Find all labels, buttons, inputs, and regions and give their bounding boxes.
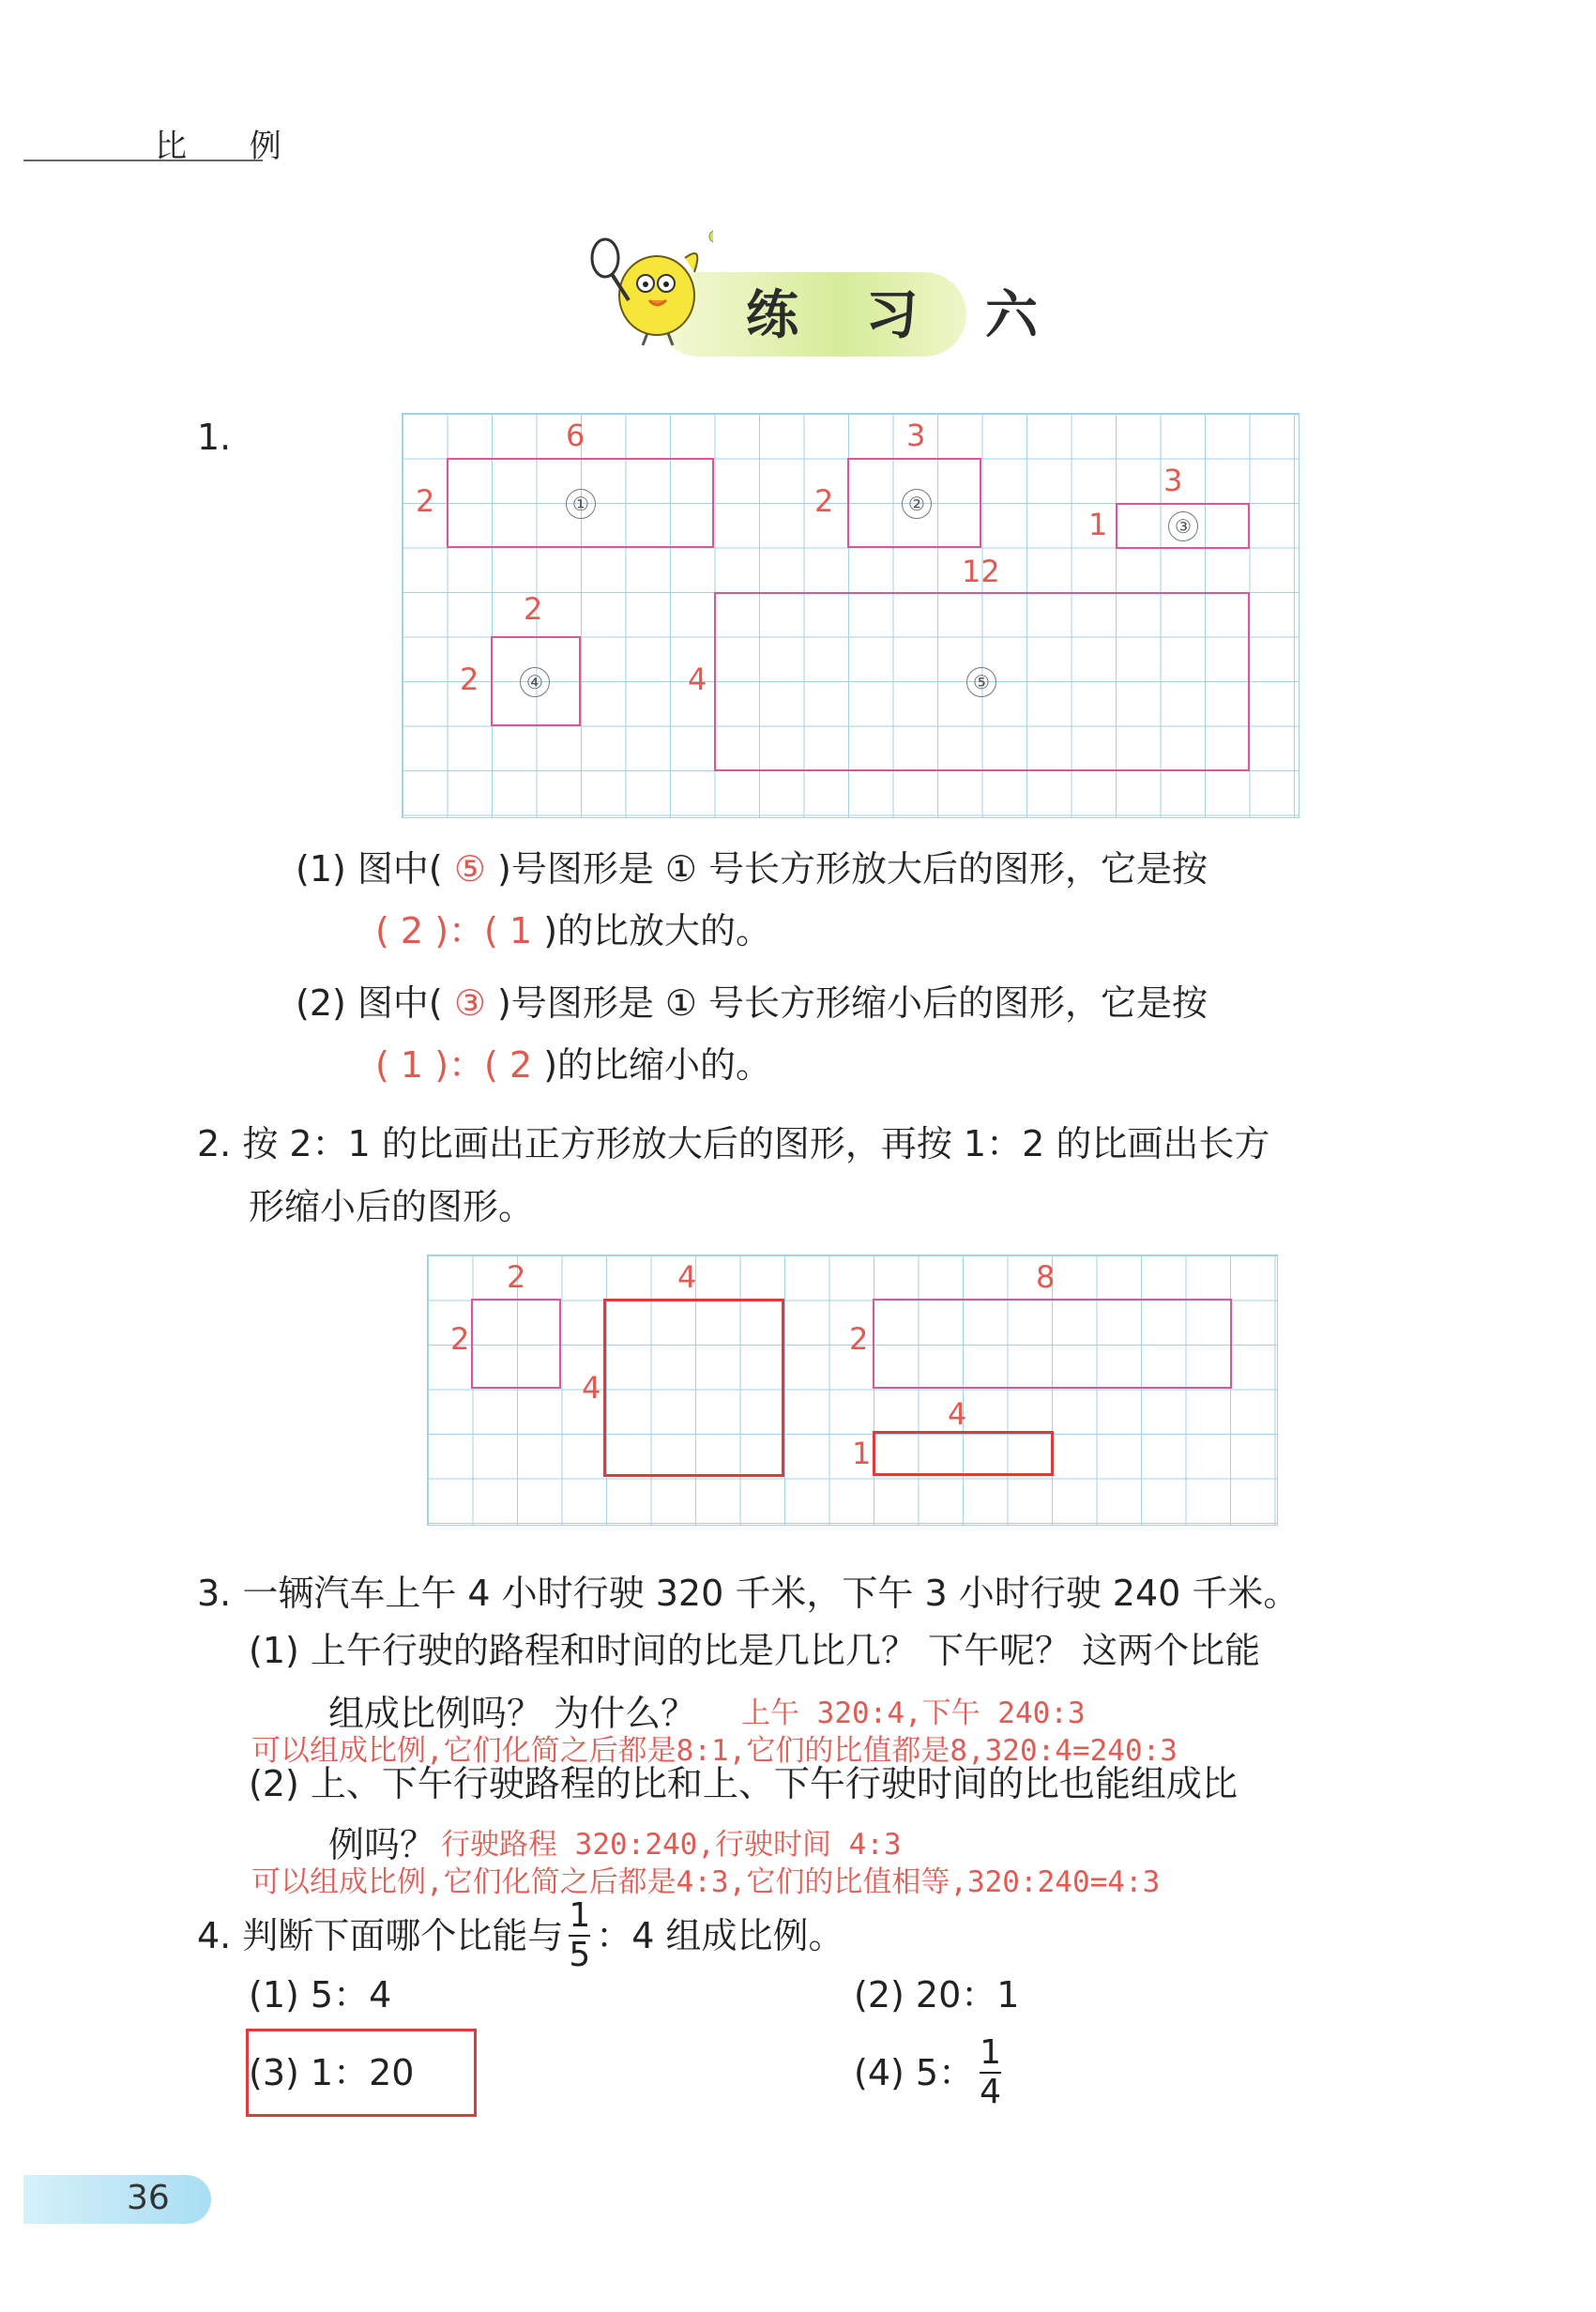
q3-line1: 3. 一辆汽车上午 4 小时行驶 320 千米，下午 3 小时行驶 240 千米。 (197, 1573, 1300, 1614)
q4-opt4-prefix: (4) 5： (854, 2052, 975, 2093)
rect3-height-label: 1 (1088, 507, 1108, 542)
q2-grid-figure (427, 1255, 1278, 1526)
q4-prefix: 4. 判断下面哪个比能与 (197, 1915, 564, 1956)
q2-big-square-drawn (603, 1299, 784, 1477)
q2-long-rect (873, 1299, 1232, 1389)
q4-option-3: (3) 1：20 (249, 2052, 415, 2093)
q2-small-square (471, 1299, 561, 1389)
square4-height-label: 2 (460, 662, 479, 697)
q1p2-ratio-a: 1 (400, 1044, 424, 1086)
q2-big-square-w: 4 (677, 1259, 697, 1295)
q4-suffix: ：4 组成比例。 (596, 1915, 844, 1956)
rect1-width-label: 6 (566, 418, 585, 453)
q1p2-prefix: (2) 图中( (296, 982, 443, 1024)
q4-option-1: (1) 5：4 (249, 1974, 392, 2015)
page-number: 36 (127, 2179, 170, 2217)
q3-part1-line1: (1) 上午行驶的路程和时间的比是几比几？ 下午呢？ 这两个比能 (249, 1630, 1261, 1671)
q1p2-middle: )号图形是 ① 号长方形缩小后的图形，它是按 (497, 982, 1208, 1024)
q1-part1-line2 (375, 906, 771, 955)
q4-fraction (569, 1897, 590, 1974)
q1-number: 1. (197, 417, 232, 458)
q1-part2-line2 (375, 1041, 771, 1089)
q1p1-answer: ⑤ (453, 848, 486, 890)
rect5-height-label: 4 (688, 662, 707, 697)
q4-option-4 (854, 2034, 1007, 2111)
q3-part2-handwritten-answer-2: 可以组成比例,它们化简之后都是4:3,它们的比值相等,320:240=4:3 (251, 1865, 1161, 1899)
rect1-height-label: 2 (416, 483, 435, 519)
q1p2-ratio-open: ( (375, 1044, 389, 1086)
q2-small-rect-h: 1 (852, 1436, 872, 1471)
rect1-id-badge: ① (566, 489, 596, 519)
q2-line1: 2. 按 2：1 的比画出正方形放大后的图形，再按 1：2 的比画出长方 (197, 1123, 1270, 1164)
q1p1-suffix: )的比放大的。 (543, 910, 772, 951)
q2-small-square-w: 2 (507, 1259, 526, 1295)
chapter-header: 比 例 (155, 128, 308, 165)
q1p1-ratio-a: 2 (400, 910, 424, 951)
q3-part2-line2: 例吗？ (328, 1824, 436, 1865)
q4-prompt (197, 1897, 844, 1974)
q2-small-rect-drawn (873, 1431, 1054, 1476)
mascot-chick-icon (582, 216, 713, 347)
q4-opt4-den: 4 (980, 2073, 1001, 2111)
rect2-id-badge: ② (902, 489, 932, 519)
q3-part1-line2: 组成比例吗？ 为什么？ (328, 1693, 697, 1734)
q4-opt4-num: 1 (980, 2033, 1001, 2072)
q3-part1-handwritten-answer-2: 可以组成比例,它们化简之后都是8:1,它们的比值都是8,320:4=240:3 (251, 1734, 1178, 1768)
q4-opt4-fraction (980, 2034, 1001, 2111)
rect5-width-label: 12 (962, 554, 1000, 589)
q1p2-ratio-b: 2 (509, 1044, 533, 1086)
exercise-title: 练 习 六 (746, 285, 1062, 346)
q1-part2-line1 (296, 979, 1208, 1027)
q2-long-rect-w: 8 (1036, 1259, 1056, 1295)
rect2-height-label: 2 (814, 483, 834, 519)
q3-part2-line1: (2) 上、下午行驶路程的比和上、下午行驶时间的比也能组成比 (249, 1763, 1238, 1804)
square4-width-label: 2 (524, 591, 543, 627)
q2-line2: 形缩小后的图形。 (249, 1186, 535, 1227)
q1p2-answer: ③ (453, 982, 486, 1024)
rect2-width-label: 3 (906, 418, 926, 453)
header-rule (23, 160, 263, 161)
square4-id-badge: ④ (520, 667, 550, 697)
q3-part1-handwritten-answer-1: 上午 320:4,下午 240:3 (741, 1696, 1086, 1730)
q1p1-prefix: (1) 图中( (296, 848, 443, 890)
page-number-tab (23, 2175, 211, 2224)
rect3-width-label: 3 (1163, 463, 1183, 498)
q2-big-square-h: 4 (582, 1370, 601, 1406)
rect5-id-badge: ⑤ (966, 667, 996, 697)
rect3-id-badge: ③ (1168, 511, 1198, 541)
q4-option-2: (2) 20：1 (854, 1974, 1020, 2015)
q2-long-rect-h: 2 (849, 1321, 869, 1357)
q3-part2-handwritten-answer-1: 行驶路程 320:240,行驶时间 4:3 (441, 1828, 902, 1862)
q1p1-ratio-open: ( (375, 910, 389, 951)
q1p1-middle: )号图形是 ① 号长方形放大后的图形，它是按 (497, 848, 1208, 890)
q1p1-ratio-b: 1 (509, 910, 533, 951)
q2-small-square-h: 2 (450, 1321, 470, 1357)
q1p1-ratio-sep: )：( (434, 910, 498, 951)
q4-frac-num: 1 (569, 1896, 591, 1935)
q1p2-ratio-sep: )：( (434, 1044, 498, 1086)
q4-frac-den: 5 (569, 1936, 591, 1974)
q2-small-rect-w: 4 (948, 1396, 967, 1432)
q1-part1-line1 (296, 844, 1208, 893)
q1p2-suffix: )的比缩小的。 (543, 1044, 772, 1086)
